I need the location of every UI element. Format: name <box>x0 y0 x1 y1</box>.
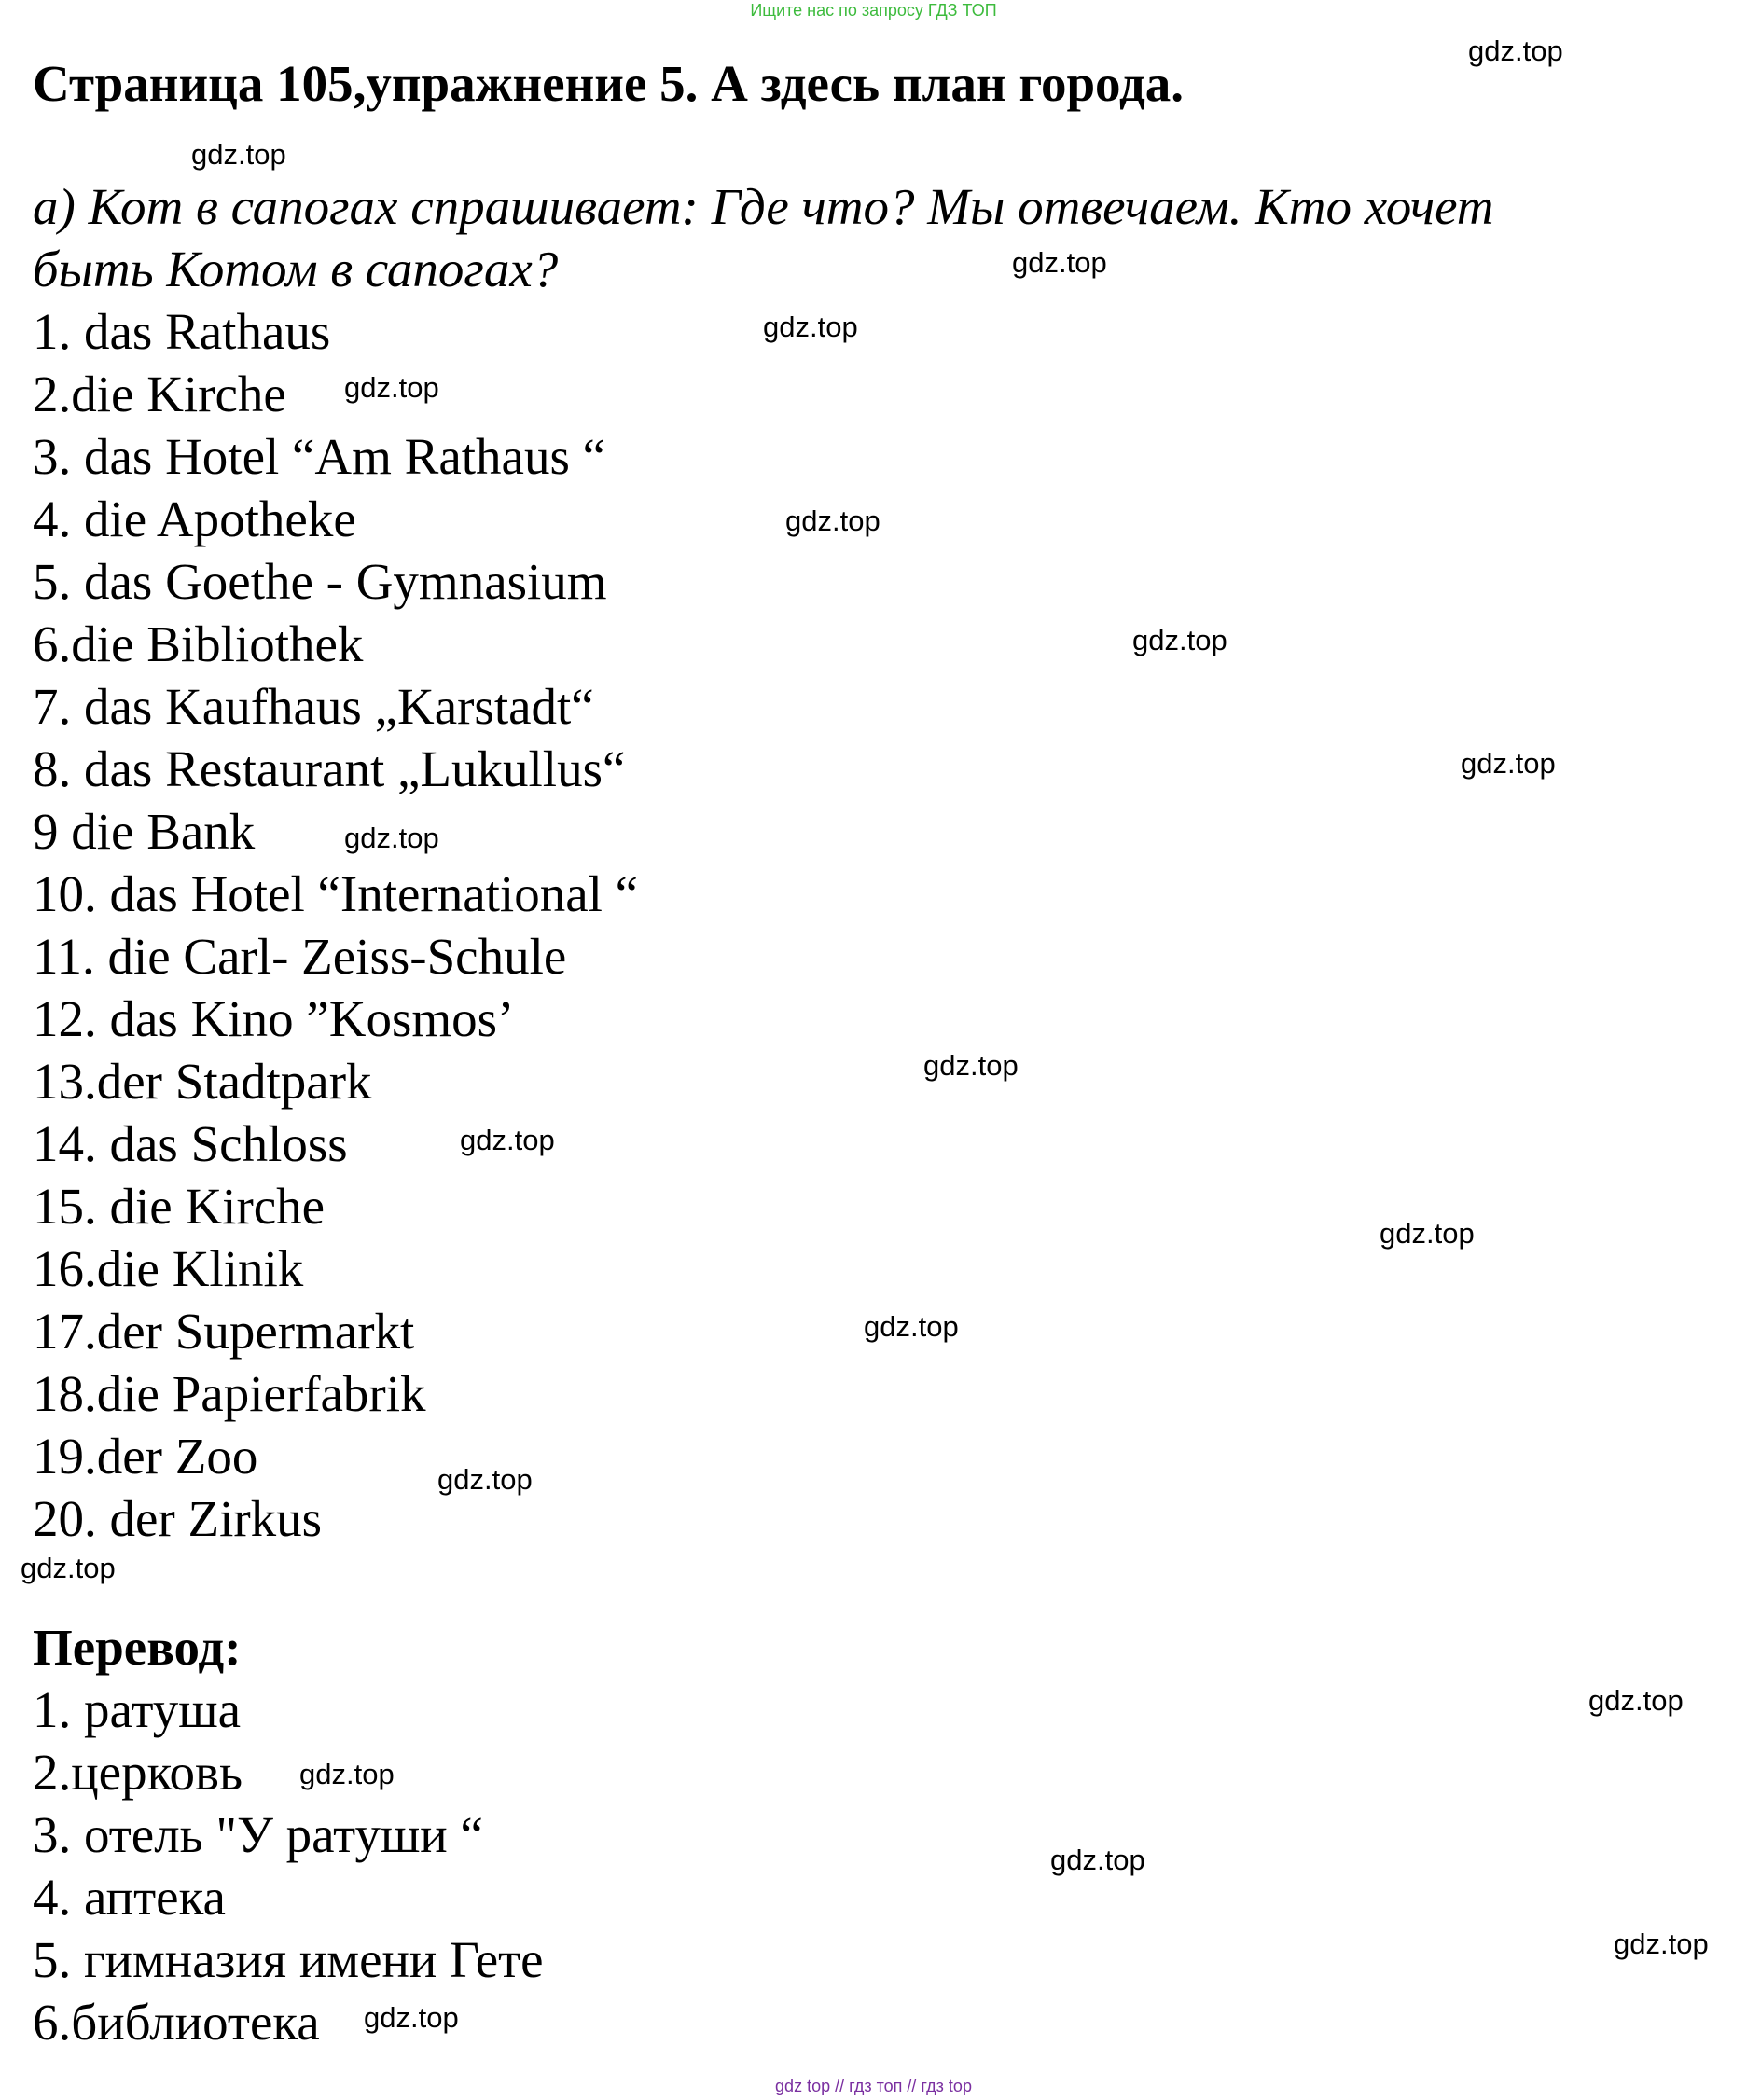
watermark: gdz.top <box>1012 246 1107 279</box>
list-item: 17.der Supermarkt <box>33 1303 415 1360</box>
watermark: gdz.top <box>1050 1844 1145 1876</box>
list-item: 14. das Schloss <box>33 1115 348 1172</box>
watermark: gdz.top <box>923 1049 1019 1082</box>
watermark: gdz.top <box>437 1463 533 1496</box>
watermark: gdz.top <box>1461 747 1556 780</box>
list-item: 1. das Rathaus <box>33 303 331 360</box>
list-item: 2.die Kirche <box>33 366 286 422</box>
watermark: gdz.top <box>1614 1927 1709 1960</box>
list-item: 6.библиотека <box>33 1994 320 2051</box>
watermark: gdz.top <box>21 1552 116 1584</box>
list-item: 12. das Kino ”Kosmos’ <box>33 990 515 1047</box>
watermark: gdz.top <box>364 2001 459 2034</box>
list-item: 8. das Restaurant „Lukullus“ <box>33 740 626 797</box>
list-item: 3. das Hotel “Am Rathaus “ <box>33 428 606 485</box>
watermark: gdz.top <box>344 371 439 404</box>
top-banner: Ищите нас по запросу ГДЗ ТОП <box>750 1 997 20</box>
page-title: Страница 105,упражнение 5. А здесь план города. <box>33 55 1185 112</box>
list-item: 2.церковь <box>33 1744 243 1801</box>
list-item: 7. das Kaufhaus „Karstadt“ <box>33 678 594 735</box>
list-item: 10. das Hotel “International “ <box>33 865 639 922</box>
list-item: 18.die Papierfabrik <box>33 1365 426 1422</box>
task-line-1: а) Кот в сапогах спрашивает: Где что? Мы отвечаем. Кто хочет <box>33 178 1494 235</box>
list-item: 6.die Bibliothek <box>33 615 364 672</box>
watermark: gdz.top <box>344 822 439 854</box>
list-item: 3. отель "У ратуши “ <box>33 1806 483 1863</box>
watermark: gdz.top <box>763 311 858 343</box>
task-line-2: быть Котом в сапогах? <box>33 241 559 297</box>
watermark: gdz.top <box>1468 35 1563 67</box>
list-item: 19.der Zoo <box>33 1428 258 1485</box>
translation-title: Перевод: <box>33 1619 242 1676</box>
watermark: gdz.top <box>460 1124 555 1156</box>
list-item: 4. die Apotheke <box>33 490 356 547</box>
watermark: gdz.top <box>1380 1217 1475 1250</box>
watermark: gdz.top <box>1588 1684 1684 1717</box>
task-text <box>33 175 1493 300</box>
watermark: gdz.top <box>1132 624 1227 656</box>
watermark: gdz.top <box>299 1758 395 1790</box>
watermark: gdz.top <box>191 138 286 171</box>
list-item: 11. die Carl- Zeiss-Schule <box>33 928 567 985</box>
footer-watermark: gdz top // гдз топ // гдз top <box>775 2077 972 2095</box>
list-item: 4. аптека <box>33 1869 226 1926</box>
list-item: 20. der Zirkus <box>33 1490 323 1547</box>
list-item: 16.die Klinik <box>33 1240 304 1297</box>
watermark: gdz.top <box>864 1310 959 1343</box>
watermark: gdz.top <box>785 504 880 537</box>
list-item: 1. ратуша <box>33 1681 242 1738</box>
list-item: 5. гимназия имени Гете <box>33 1931 544 1988</box>
list-item: 13.der Stadtpark <box>33 1053 372 1110</box>
list-item: 15. die Kirche <box>33 1178 326 1235</box>
list-item: 5. das Goethe - Gymnasium <box>33 553 607 610</box>
list-item: 9 die Bank <box>33 803 256 860</box>
